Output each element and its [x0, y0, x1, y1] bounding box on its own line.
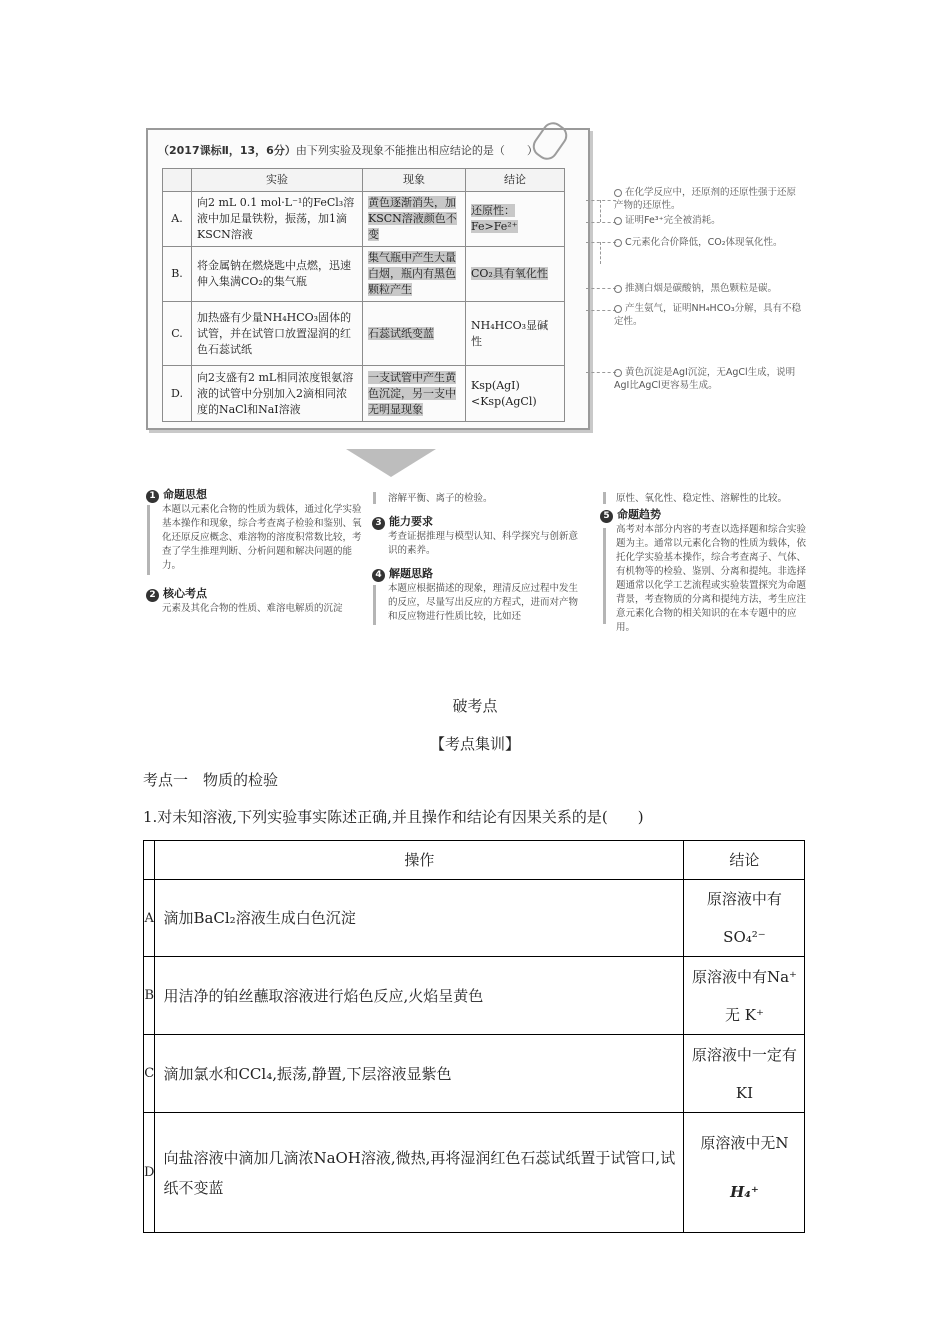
row-phenomenon: 一支试管中产生黄色沉淀，另一支中无明显现象: [368, 370, 456, 416]
row-experiment: 将金属钠在燃烧匙中点燃，迅速伸入集满CO₂的集气瓶: [192, 247, 363, 302]
row-key: D: [144, 1113, 155, 1233]
answer-table: [143, 840, 805, 1233]
analysis-section-4: 4 解题思路 本题应根据描述的现象，理清反应过程中发生的反应，尽量写出反应的方程式，进而对产物和反应物进行性质比较，比如还: [372, 567, 586, 624]
card-header-blank: [163, 169, 192, 192]
card-table-header: [163, 169, 565, 192]
row-key: C.: [163, 302, 192, 366]
table-row: [144, 1035, 805, 1113]
answer-table-header: [144, 841, 805, 880]
row-conclusion: 原溶液中一定有 KI: [684, 1035, 805, 1113]
row-conclusion: Ksp(AgI)<Ksp(AgCl): [466, 366, 565, 422]
page-subheading: 【考点集训】: [429, 735, 520, 753]
row-phenomenon: 集气瓶中产生大量白烟，瓶内有黑色颗粒产生: [368, 251, 456, 296]
row-operation: 滴加氯水和CCl₄,振荡,静置,下层溶液显紫色: [155, 1035, 684, 1113]
row-conclusion: 原溶液中有Na⁺ 无 K⁺: [684, 957, 805, 1035]
analysis-section-5: 5 命题趋势 高考对本部分内容的考查以选择题和综合实验题为主。通常以元素化合物的性质为载体，依托化学实验基本操作，综合考查离子、气体、有机物等的检验、鉴别、分离和提纯。非选择题通常以化学工艺流程或实验装置探究为命题背景，考查物质的分离和提纯方法，考生应注意元素化合物的相关知识的在本专题中的应用。: [600, 508, 810, 635]
row-conclusion: CO₂具有氧化性: [471, 267, 548, 280]
row-key: C: [144, 1035, 155, 1113]
row-key: B.: [163, 247, 192, 302]
row-phenomenon: 黄色逐渐消失，加KSCN溶液颜色不变: [368, 196, 457, 241]
card-row: [163, 366, 565, 422]
card-question: 由下列实验及现象不能推出相应结论的是（ ）: [295, 144, 538, 157]
bullet-icon: [614, 217, 622, 225]
row-experiment: 向2支盛有2 mL相同浓度银氨溶液的试管中分别加入2滴相同浓度的NaCl和NaI溶液: [192, 366, 363, 422]
section-title: 考点一 物质的检验: [143, 771, 279, 789]
row-operation: 用洁净的铂丝蘸取溶液进行焰色反应,火焰呈黄色: [155, 957, 684, 1035]
row-phenomenon: 石蕊试纸变蓝: [368, 326, 434, 340]
row-conclusion: 原溶液中有 SO₄²⁻: [684, 880, 805, 957]
annotation-5: 产生氨气，证明NH₄HCO₃分解，具有不稳定性。: [614, 303, 802, 327]
table-row: [144, 957, 805, 1035]
annotation-2: 证明Fe³⁺完全被消耗。: [614, 214, 804, 227]
row-experiment: 加热盛有少量NH₄HCO₃固体的试管，并在试管口放置湿润的红色石蕊试纸: [192, 302, 363, 366]
table-row: [144, 1113, 805, 1233]
row-conclusion: 还原性：Fe>Fe²⁺: [471, 204, 518, 233]
row-operation: 滴加BaCl₂溶液生成白色沉淀: [155, 880, 684, 957]
row-operation: 向盐溶液中滴加几滴浓NaOH溶液,微热,再将湿润红色石蕊试纸置于试管口,试纸不变蓝: [155, 1113, 684, 1233]
question-text: 1.对未知溶液,下列实验事实陈述正确,并且操作和结论有因果关系的是( ): [143, 808, 644, 826]
analysis-section-3: 3 能力要求 考查证据推理与模型认知、科学探究与创新意识的素养。: [372, 515, 586, 558]
bullet-icon: [614, 369, 622, 377]
header-blank: [144, 841, 155, 880]
row-conclusion: 原溶液中无N H₄⁺: [684, 1113, 805, 1233]
row-key: A: [144, 880, 155, 957]
header-operation: 操作: [155, 841, 684, 880]
down-arrow-icon: [346, 449, 436, 477]
row-conclusion: NH₄HCO₃显碱性: [466, 302, 565, 366]
row-key: B: [144, 957, 155, 1035]
card-header-conclusion: 结论: [466, 169, 565, 192]
card-table: [162, 168, 565, 422]
row-key: D.: [163, 366, 192, 422]
bullet-icon: [614, 189, 622, 197]
card-header-phenomenon: 现象: [363, 169, 466, 192]
card-row: [163, 302, 565, 366]
annotation-6: 黄色沉淀是AgI沉淀，无AgCl生成，说明AgI比AgCl更容易生成。: [614, 367, 796, 391]
row-experiment: 向2 mL 0.1 mol·L⁻¹的FeCl₃溶液中加足量铁粉，振荡，加1滴KSCN溶液: [192, 192, 363, 247]
row-key: A.: [163, 192, 192, 247]
card-row: [163, 247, 565, 302]
annotation-4: 推测白烟是碳酸钠，黑色颗粒是碳。: [614, 282, 804, 295]
card-header-experiment: 实验: [192, 169, 363, 192]
card-source: （2017课标Ⅱ，13，6分）: [158, 144, 296, 157]
analysis-section-2-cont: 溶解平衡、离子的检验。: [388, 493, 493, 504]
page-heading: 破考点: [452, 697, 498, 715]
bullet-icon: [614, 285, 622, 293]
analysis-section-1: 1 命题思想 本题以元素化合物的性质为载体，通过化学实验基本操作和现象，综合考查离子检验和鉴别、氧化还原反应概念、难溶物的溶度积常数比较，考查了学生推理判断、分析问题和解决问题的能力。: [146, 488, 364, 573]
bullet-icon: [614, 305, 622, 313]
annotation-1: 在化学反应中，还原剂的还原性强于还原产物的还原性。: [614, 187, 797, 211]
card-row: [163, 192, 565, 247]
exam-card: [146, 128, 590, 430]
annotation-3: C元素化合价降低，CO₂体现氧化性。: [614, 236, 804, 249]
table-row: [144, 880, 805, 957]
analysis-section-2: 2 核心考点 元素及其化合物的性质、难溶电解质的沉淀: [146, 587, 364, 616]
header-conclusion: 结论: [684, 841, 805, 880]
card-header: [158, 142, 538, 158]
analysis-section-4-cont: 原性、氧化性、稳定性、溶解性的比较。: [616, 493, 788, 504]
bullet-icon: [614, 239, 622, 247]
